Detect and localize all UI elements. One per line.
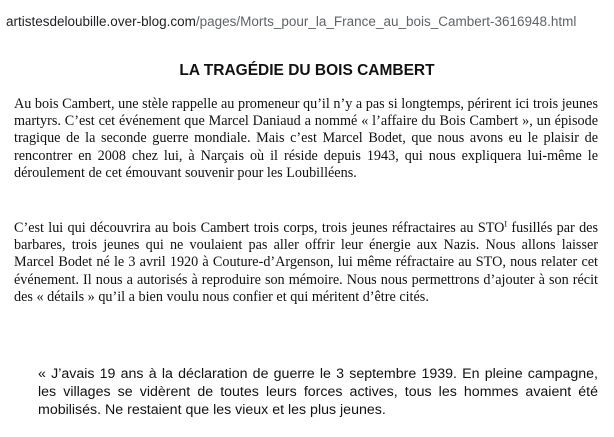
- url-path: /pages/Morts_pour_la_France_au_bois_Cambert-3616948.html: [195, 14, 577, 29]
- url-text[interactable]: [6, 14, 576, 29]
- url-host: artistesdeloubille.over-blog.com: [6, 14, 196, 29]
- article-paragraph-1: Au bois Cambert, une stèle rappelle au promeneur qu’il n’y a pas si longtemps, périrent ici trois jeunes martyrs. C’est cet événement que Marcel Daniaud a nommé « l’affaire du Bois Cambert », un épisode tragique de la seconde guerre mondiale. Mais c’est Marcel Bodet, que nous avons eu le plaisir de rencontrer en 2008 chez lui, à Narçais où il réside depuis 1943, qui nous expliquera lui-même le déroulement de cet émouvant souvenir pour les Loubilléens.: [14, 96, 598, 181]
- address-bar[interactable]: [0, 0, 614, 40]
- page-title: LA TRAGÉDIE DU BOIS CAMBERT: [179, 62, 435, 79]
- memoir-quote: « J’avais 19 ans à la déclaration de guerre le 3 septembre 1939. En pleine campagne, les villages se vidèrent de toutes leurs forces actives, tous les hommes avaient été mobilisés. Ne restaient que les vieux et les plus jeunes.: [38, 366, 598, 419]
- article-paragraph-2: [14, 220, 598, 306]
- paragraph-2-end: fusillés par des barbares, trois jeunes qui ne voulaient pas aller offrir leur énergie aux Nazis. Nous allons laisser Marcel Bodet né le 3 avril 1920 à Couture-d’Argenson, lui même réfractaire au STO, nous relater cet événement. Il nous a autorisés à reproduire son mémoire. Nous nous permettrons d’ajouter à son récit des « détails » qu’il a bien voulu nous confier et qui méritent d’être cités.: [14, 220, 598, 305]
- paragraph-2-start: C’est lui qui découvrira au bois Cambert trois corps, trois jeunes réfractaires au STO: [14, 220, 505, 236]
- footnote-link[interactable]: I: [504, 219, 508, 229]
